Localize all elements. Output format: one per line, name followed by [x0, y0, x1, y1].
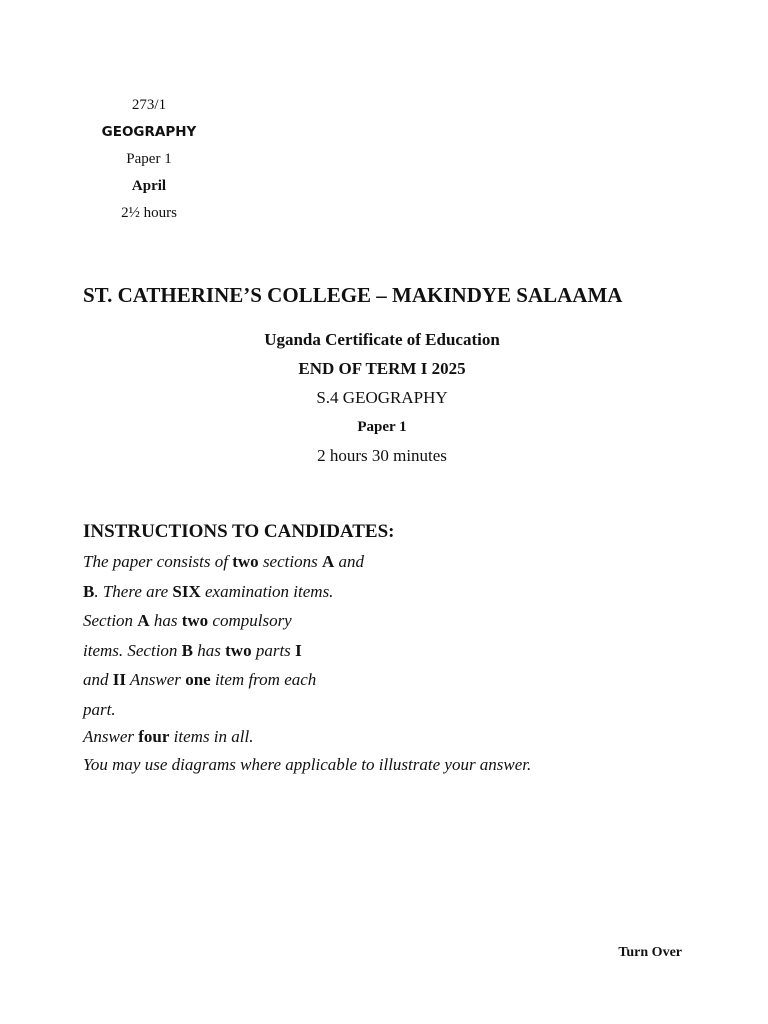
instructions-title: INSTRUCTIONS TO CANDIDATES: — [83, 521, 395, 542]
term-title: END OF TERM I 2025 — [298, 359, 466, 378]
college-name: ST. CATHERINE’S COLLEGE – MAKINDYE SALAAMA — [83, 283, 623, 307]
instruction-emphasis: four — [138, 727, 170, 746]
paper-duration: 2½ hours — [121, 205, 177, 221]
exam-paper: Paper 1 — [357, 419, 407, 435]
instruction-emphasis: SIX — [172, 581, 201, 601]
instructions-body — [83, 548, 643, 778]
instruction-text: and — [334, 552, 364, 571]
instruction-emphasis: two — [232, 552, 259, 571]
certificate-title: Uganda Certificate of Education — [264, 330, 500, 349]
paper-header-block — [90, 94, 208, 229]
instruction-emphasis: II — [112, 670, 126, 689]
instruction-text: parts — [251, 640, 296, 660]
instruction-line — [83, 751, 643, 779]
exam-duration: 2 hours 30 minutes — [317, 446, 447, 465]
paper-code: 273/1 — [131, 97, 167, 113]
instruction-line — [83, 637, 643, 667]
turn-over-label: Turn Over — [618, 945, 682, 960]
instruction-text: Section — [83, 611, 138, 630]
instruction-emphasis: two — [225, 640, 252, 660]
subject-name: GEOGRAPHY — [101, 124, 197, 140]
instruction-text: and — [83, 670, 113, 689]
instruction-line — [83, 723, 643, 751]
instruction-text: items. Section — [83, 640, 182, 660]
instruction-text: examination items. — [200, 581, 334, 601]
instruction-text: sections — [258, 552, 322, 571]
instruction-text: part. — [83, 699, 116, 719]
instruction-text: has — [193, 640, 226, 660]
instruction-text: has — [149, 611, 182, 630]
class-subject: S.4 GEOGRAPHY — [316, 388, 448, 407]
instruction-line — [83, 696, 643, 724]
instruction-text: compulsory — [208, 611, 292, 630]
instruction-text: The paper consists of — [83, 552, 233, 571]
instruction-text: item from each — [210, 670, 317, 689]
instruction-text: Answer — [125, 670, 186, 689]
instruction-emphasis: A — [321, 552, 335, 571]
instruction-text: items in all. — [169, 727, 254, 746]
instruction-text: . There are — [94, 581, 173, 601]
instruction-line — [83, 548, 643, 578]
instruction-line — [83, 578, 643, 608]
instruction-emphasis: I — [295, 640, 302, 660]
instruction-text: Answer — [83, 727, 139, 746]
exam-details-block — [0, 327, 764, 472]
instruction-line — [83, 666, 643, 696]
instruction-emphasis: two — [181, 611, 209, 630]
instruction-emphasis: B — [181, 640, 194, 660]
instruction-text: You may use diagrams where applicable to illustrate your answer. — [83, 754, 532, 774]
paper-number: Paper 1 — [126, 151, 172, 167]
instruction-emphasis: one — [185, 670, 211, 689]
exam-month: April — [131, 178, 167, 194]
instruction-emphasis: B — [83, 581, 95, 601]
instruction-emphasis: A — [137, 611, 150, 630]
instruction-line — [83, 607, 643, 637]
